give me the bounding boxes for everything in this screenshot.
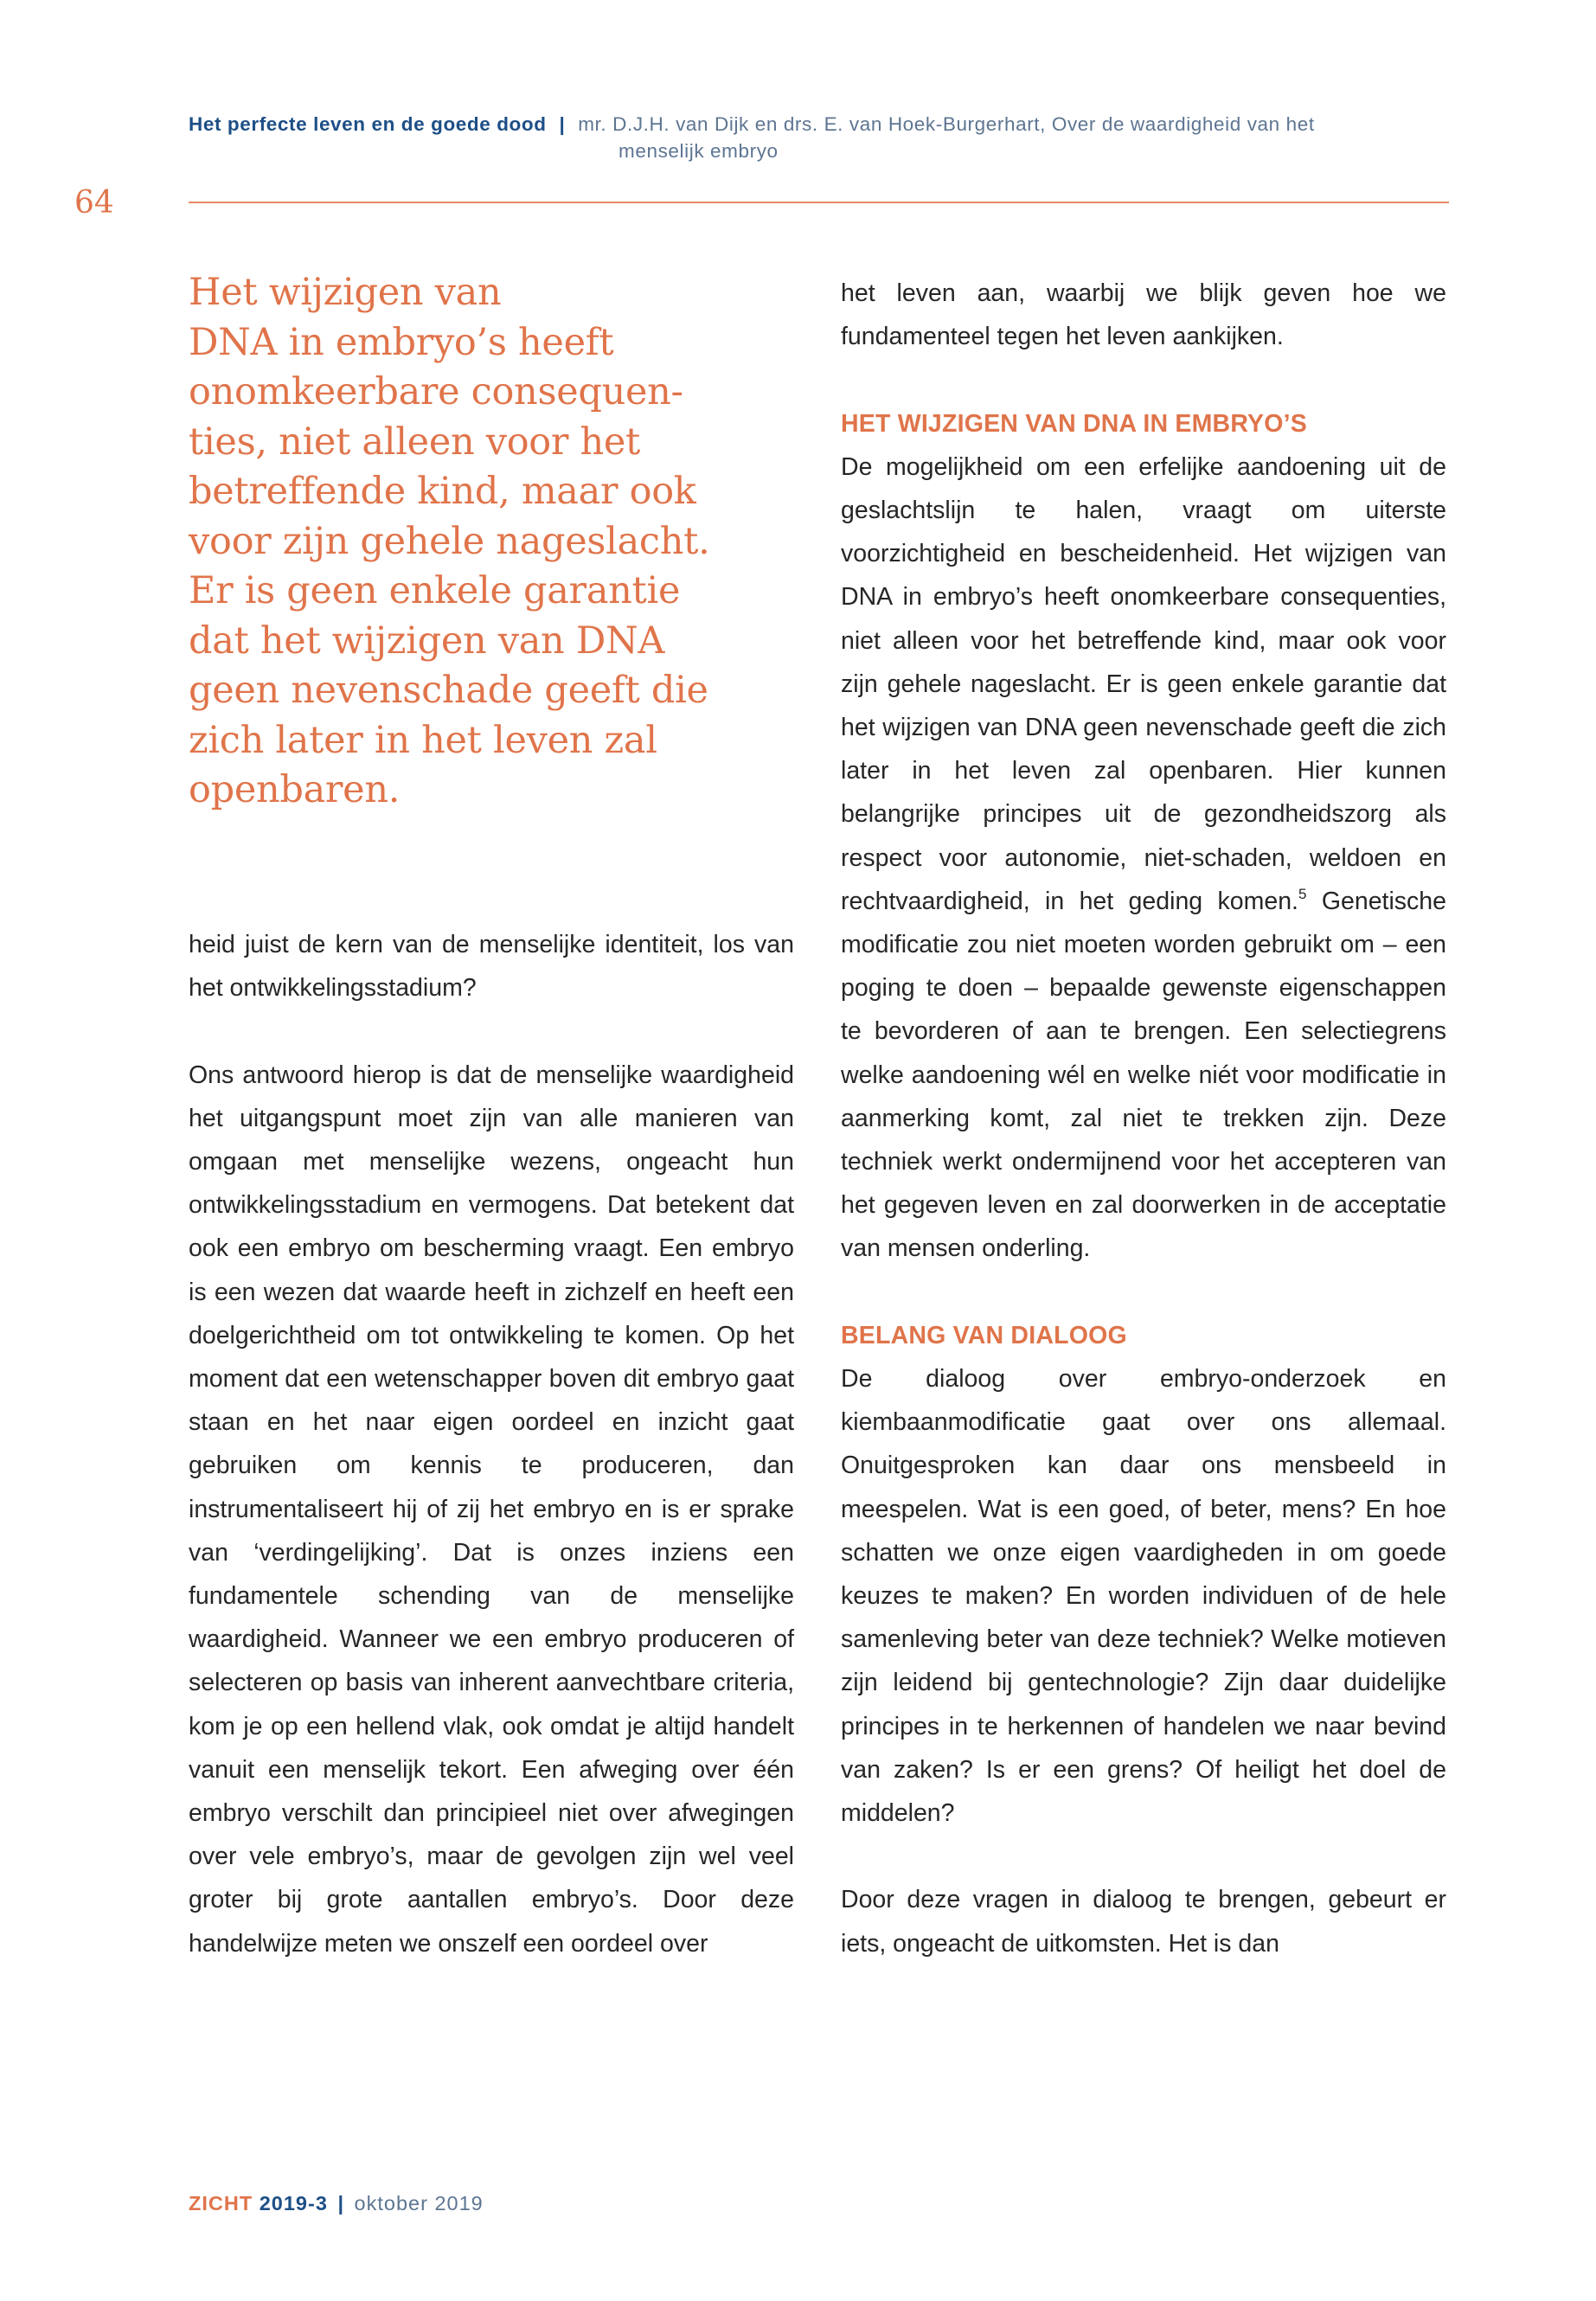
body-paragraph <box>841 445 1446 1271</box>
pull-quote-line: Het wijzigen van <box>189 271 502 314</box>
article-authors-continued: menselijk embryo <box>619 140 779 162</box>
body-text: De mogelijkheid om een erfelijke aandoening uit de geslachtslijn te halen, vraagt om uiterste voorzichtigheid en bescheidenheid. Het wijzigen van DNA in embryo’s heeft onomkeerbare consequenties, niet alleen voor het betreffende kind, maar ook voor zijn gehele nageslacht. Er is geen enkele garantie dat het wijzigen van DNA geen nevenschade geeft die zich later in het leven zal openbaren. Hier kunnen belangrijke principes uit de gezondheidszorg als respect voor autonomie, niet-schaden, weldoen en rechtvaardigheid, in het geding komen. <box>841 452 1446 915</box>
magazine-name: ZICHT <box>189 2192 253 2214</box>
pull-quote-line: betreffende kind, maar ook <box>189 470 696 513</box>
article-authors: mr. D.J.H. van Dijk en drs. E. van Hoek-Burgerhart, Over de waardigheid van het <box>578 113 1315 135</box>
running-header <box>189 111 1452 164</box>
header-rule <box>189 202 1449 203</box>
pull-quote-line: openbaren. <box>189 768 401 811</box>
footer-separator: | <box>337 2192 345 2214</box>
footnote-reference: 5 <box>1298 885 1307 902</box>
page-number: 64 <box>74 185 114 221</box>
pull-quote-line: zich later in het leven zal <box>189 718 657 762</box>
page-footer <box>189 2192 484 2215</box>
pull-quote-line: DNA in embryo’s heeft <box>189 320 614 364</box>
body-paragraph: De dialoog over embryo-onderzoek en kiembaanmodificatie gaat over ons allemaal. Onuitgesproken kan daar ons mensbeeld in meespelen. Wat is een goed, of beter, mens? En hoe schatten we onze eigen vaardigheden in om goede keuzes te maken? En worden individuen of de hele samenleving beter van deze techniek? Welke motieven zijn leidend bij gentechnologie? Zijn daar duidelijke principes in te herkennen of handelen we naar bevind van zaken? Is er een grens? Of heiligt het doel de middelen? <box>841 1365 1446 1828</box>
pull-quote-line: Er is geen enkele garantie <box>189 569 681 612</box>
issue-number: 2019-3 <box>259 2192 328 2214</box>
body-paragraph: Door deze vragen in dialoog te brengen, gebeurt er iets, ongeacht de uitkomsten. Het is dan <box>841 1886 1446 1958</box>
issue-date: oktober 2019 <box>354 2192 484 2214</box>
right-column <box>841 272 1446 1965</box>
section-heading-dna: HET WIJZIGEN VAN DNA IN EMBRYO’S <box>841 409 1307 438</box>
left-column <box>189 923 794 1965</box>
pull-quote-line: ties, niet alleen voor het <box>189 420 641 464</box>
section-heading-dialoog: BELANG VAN DIALOOG <box>841 1321 1127 1349</box>
body-paragraph: heid juist de kern van de menselijke identiteit, los van het ontwikkelingsstadium? <box>189 931 794 1003</box>
body-text: Genetische modificatie zou niet moeten worden gebruikt om – een poging te doen – bepaalde gewenste eigenschappen te bevorderen of aan te brengen. Een selectiegrens welke aandoening wél en welke niét voor modificatie in aanmerking komt, zal niet te trekken zijn. Deze techniek werkt ondermijnend voor het accepteren van het gegeven leven en zal doorwerken in de acceptatie van mensen onderling. <box>841 887 1446 1263</box>
header-separator: | <box>559 113 566 135</box>
pull-quote-line: dat het wijzigen van DNA <box>189 619 665 663</box>
pull-quote-line: voor zijn gehele nageslacht. <box>189 519 710 563</box>
pull-quote-line: geen nevenschade geeft die <box>189 669 708 712</box>
series-title: Het perfecte leven en de goede dood <box>189 113 547 135</box>
body-paragraph: Ons antwoord hierop is dat de menselijke waardigheid het uitgangspunt moet zijn van alle manieren van omgaan met menselijke wezens, ongeacht hun ontwikkelingsstadium en vermogens. Dat betekent dat ook een embryo om bescherming vraagt. Een embryo is een wezen dat waarde heeft in zichzelf en heeft een doelgerichtheid om tot ontwikkeling te komen. Op het moment dat een wetenschapper boven dit embryo gaat staan en het naar eigen oordeel en inzicht gaat gebruiken om kennis te produceren, dan instrumentaliseert hij of zij het embryo en is er sprake van ‘verdingelijking’. Dat is onzes inziens een fundamentele schending van de menselijke waardigheid. Wanneer we een embryo produceren of selecteren op basis van inherent aanvechtbare criteria, kom je op een hellend vlak, ook omdat je altijd handelt vanuit een menselijk tekort. Een afweging over één embryo verschilt dan principieel niet over afwegingen over vele embryo’s, maar de gevolgen zijn wel veel groter bij grote aantallen embryo’s. Door deze handelwijze meten we onszelf een oordeel over <box>189 1061 794 1958</box>
body-paragraph: het leven aan, waarbij we blijk geven hoe we fundamenteel tegen het leven aankijken. <box>841 279 1446 351</box>
pull-quote-line: onomkeerbare consequen- <box>189 370 683 413</box>
pull-quote <box>189 268 785 816</box>
